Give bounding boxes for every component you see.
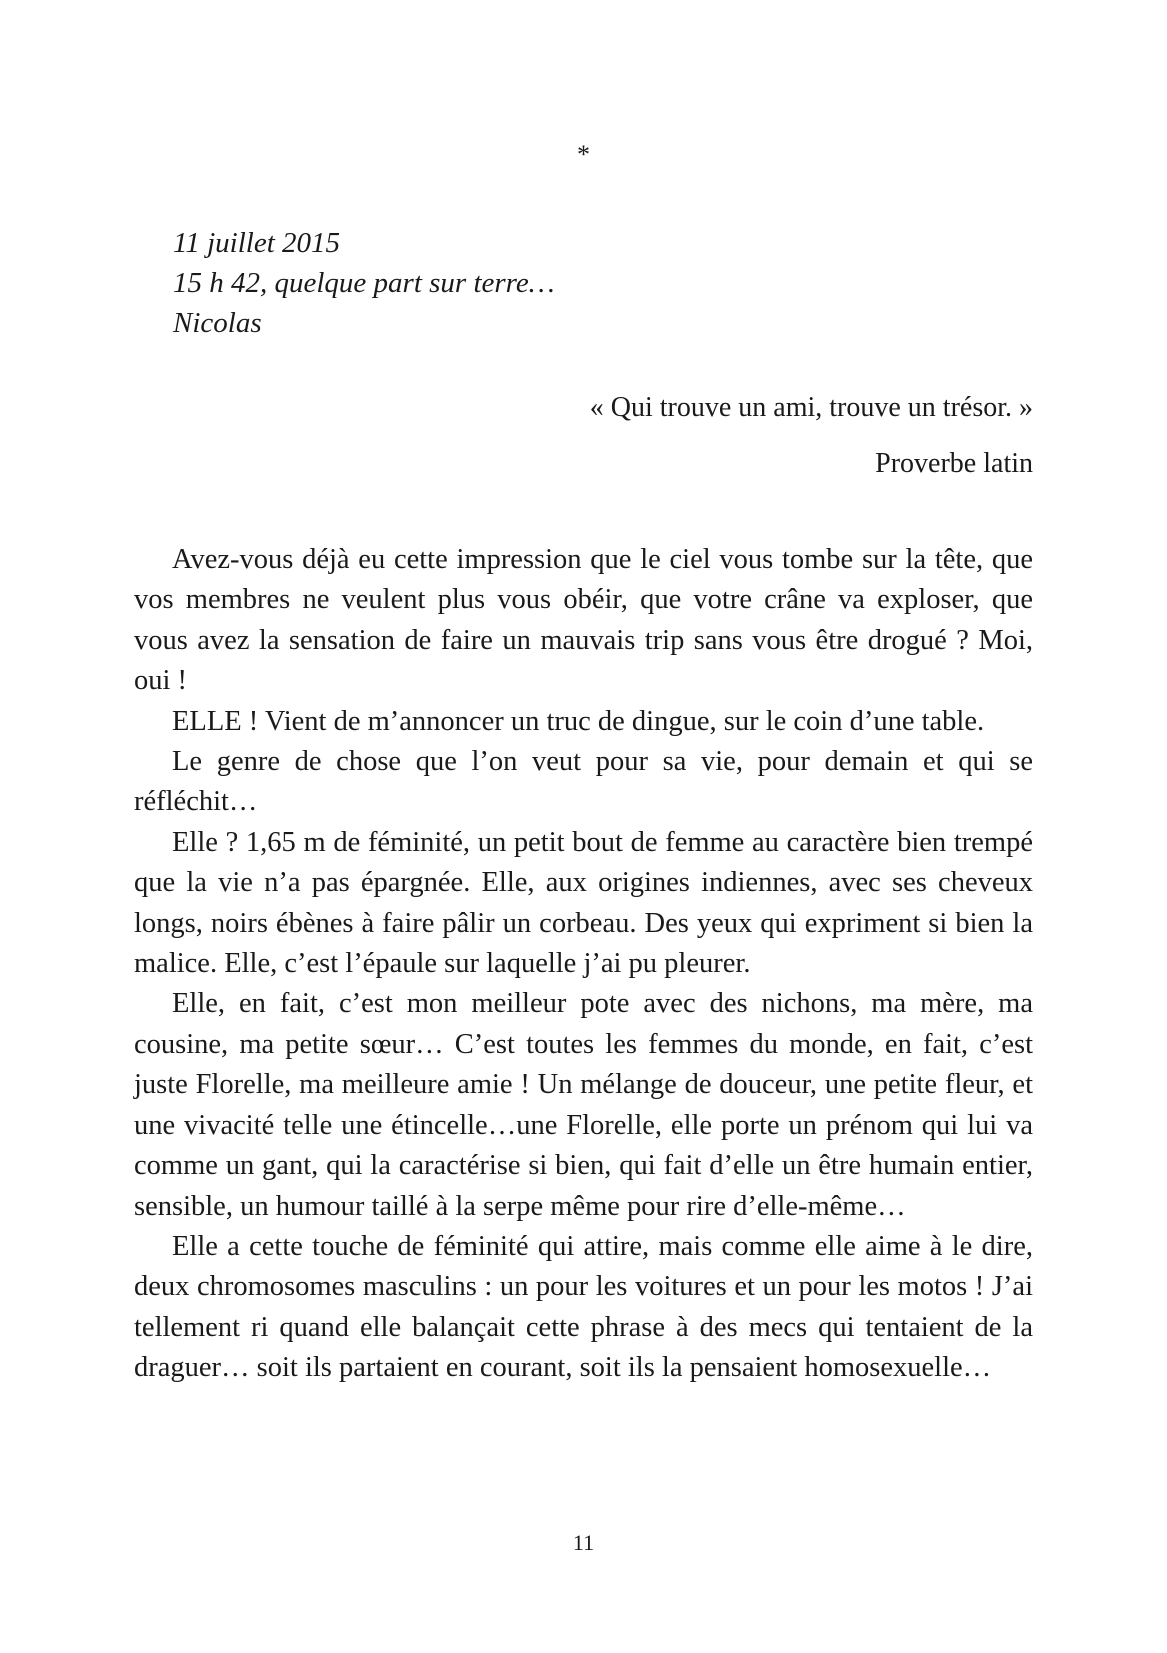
paragraph: Avez-vous déjà eu cette impression que le ciel vous tombe sur la tête, que vos membres ne veulent plus vous obéir, que votre crâne va exploser, que vous avez la sensation de faire un mauvais trip sans vous être drogué ? Moi, oui ! [134,544,1033,697]
paragraph: Elle ? 1,65 m de féminité, un petit bout de femme au caractère bien trempé que la vie n’a pas épargnée. Elle, aux origines indiennes, avec ses cheveux longs, noirs ébènes à faire pâlir un corbeau. Des yeux qui expriment si bien la malice. Elle, c’est l’épaule sur laquelle j’ai pu pleurer. [134,826,1033,980]
section-separator: * [577,140,590,169]
epigraph [590,388,1033,484]
body-text [134,540,1033,1389]
page-number: 11 [572,1530,595,1555]
epigraph-source: Proverbe latin [875,448,1033,479]
chapter-header [173,223,555,343]
paragraph: Elle, en fait, c’est mon meilleur pote avec des nichons, ma mère, ma cousine, ma petite sœur… C’est toutes les femmes du monde, en fait, c’est juste Florelle, ma meilleure amie ! Un mélange de douceur, une petite fleur, et une vivacité telle une étincelle…une Florelle, elle porte un prénom qui lui va comme un gant, qui la caractérise si bien, qui fait d’elle un être humain entier, sensible, un humour taillé à la serpe même pour rire d’elle-même… [134,988,1033,1222]
header-date: 11 juillet 2015 [173,227,341,259]
paragraph: Elle a cette touche de féminité qui attire, mais comme elle aime à le dire, deux chromosomes masculins : un pour les voitures et un pour les motos ! J’ai tellement ri quand elle balançait cette phrase à des mecs qui tentaient de la draguer… soit ils partaient en courant, soit ils la pensaient homosexuelle… [134,1230,1033,1384]
paragraph: Le genre de chose que l’on veut pour sa vie, pour demain et qui se réfléchit… [134,746,1033,818]
header-time-place: 15 h 42, quelque part sur terre… [173,267,555,299]
epigraph-quote: « Qui trouve un ami, trouve un trésor. » [589,392,1033,423]
header-narrator: Nicolas [173,307,262,339]
paragraph: ELLE ! Vient de m’annoncer un truc de dingue, sur le coin d’une table. [172,705,985,737]
